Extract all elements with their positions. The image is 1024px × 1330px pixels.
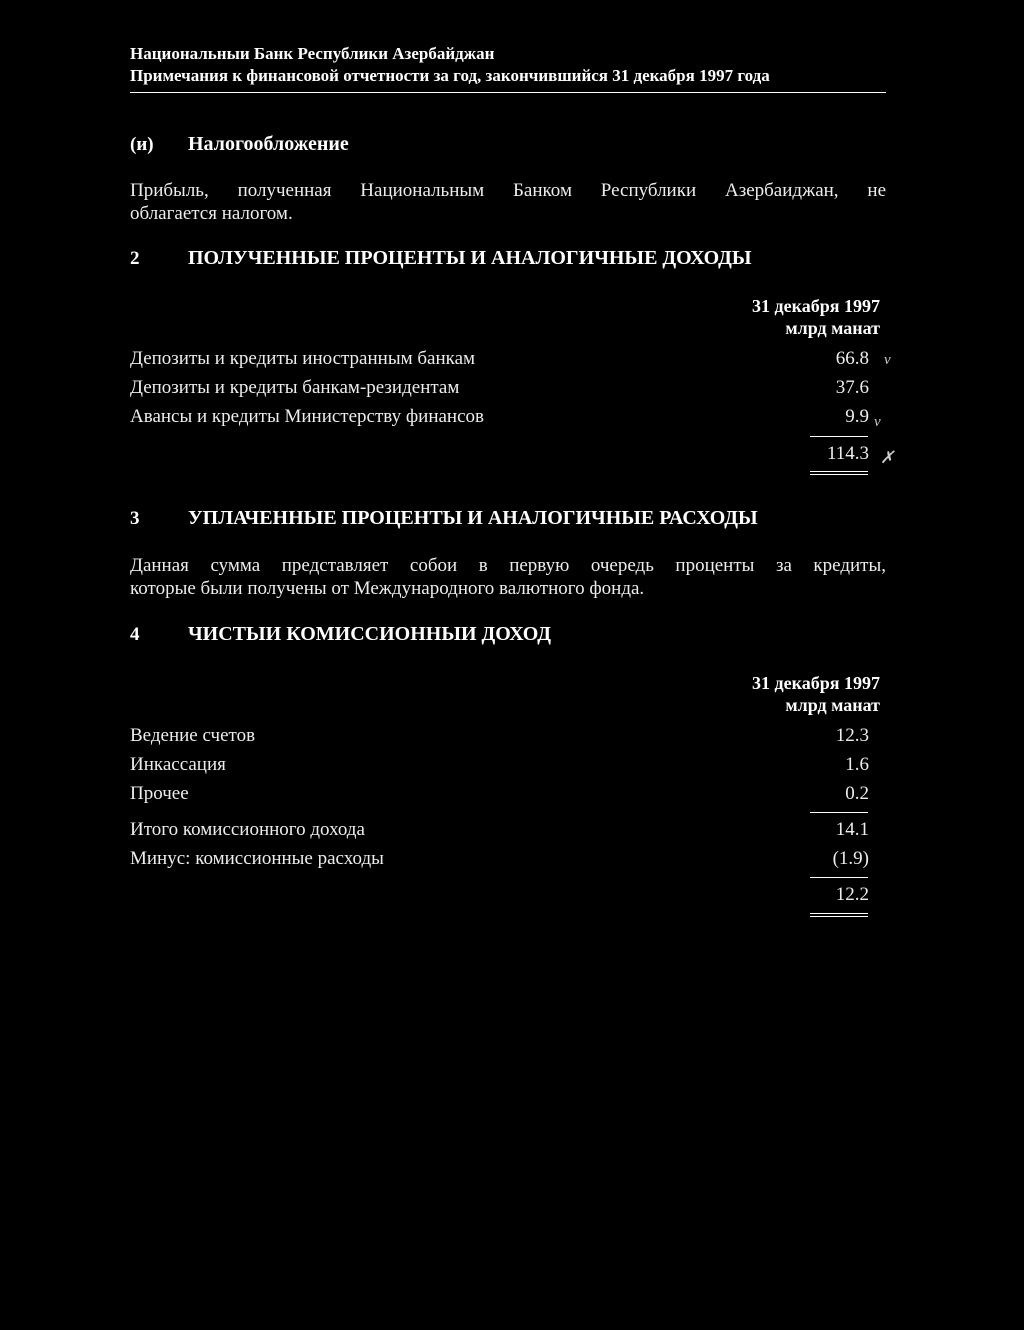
header-rule	[130, 92, 886, 93]
section2-total-value: 114.3	[826, 443, 869, 464]
section2-row-label: Авансы и кредиты Министерству финансов	[130, 406, 485, 427]
section3-title: УПЛАЧЕННЫЕ ПРОЦЕНТЫ И АНАЛОГИЧНЫЕ РАСХОДЫ	[188, 507, 758, 529]
total-double-rule	[810, 913, 868, 917]
section2-row-label: Депозиты и кредиты иностранным банкам	[130, 348, 476, 369]
section4-title: ЧИСТЫИ КОМИССИОННЫИ ДОХОД	[188, 623, 552, 645]
check-mark: v	[884, 352, 891, 368]
section2-number: 2	[130, 248, 140, 269]
section4-row-label: Ведение счетов	[130, 725, 256, 746]
section2-col-date: 31 декабря 1997	[752, 296, 880, 316]
section3-text-line1: Данная сумма представляет собои в первую очередь проценты за кредиты,	[130, 555, 886, 576]
section2-row-value: 37.6	[835, 377, 869, 398]
section4-row-label: Минус: комиссионные расходы	[130, 848, 384, 869]
section2-row-value: 9.9	[845, 406, 869, 427]
section4-row-value: 1.6	[845, 754, 869, 775]
section4-number: 4	[130, 624, 140, 645]
section4-total-value: 12.2	[835, 884, 869, 905]
section2-row-value: 66.8	[835, 348, 869, 369]
section4-row-value: 14.1	[835, 819, 869, 840]
check-mark: v	[874, 414, 881, 430]
section2-col-unit: млрд манат	[785, 318, 880, 338]
section4-row-label: Инкассация	[130, 754, 226, 775]
section4-row-value: (1.9)	[832, 848, 869, 869]
subtotal-rule	[810, 812, 868, 813]
taxation-label: (и)	[130, 134, 154, 155]
section3-text-line2: которые были получены от Международного валютного фонда.	[130, 578, 645, 599]
report-header-bank: Национальныи Банк Республики Азербайджан	[130, 44, 495, 63]
subtotal-rule	[810, 436, 868, 437]
section2-row-label: Депозиты и кредиты банкам-резидентам	[130, 377, 460, 398]
section4-row-label: Итого комиссионного дохода	[130, 819, 365, 840]
section4-row-value: 0.2	[845, 783, 869, 804]
section3-number: 3	[130, 508, 140, 529]
cross-mark: ✗	[880, 448, 895, 467]
section4-col-date: 31 декабря 1997	[752, 673, 880, 693]
taxation-text-line1: Прибыль, полученная Национальным Банком Республики Азербаиджан, не	[130, 180, 886, 201]
section4-col-unit: млрд манат	[785, 695, 880, 715]
section4-row-value: 12.3	[835, 725, 869, 746]
section4-row-label: Прочее	[130, 783, 189, 804]
section2-title: ПОЛУЧЕННЫЕ ПРОЦЕНТЫ И АНАЛОГИЧНЫЕ ДОХОДЫ	[188, 247, 752, 269]
taxation-text-line2: облагается налогом.	[130, 203, 293, 224]
report-header-subtitle: Примечания к финансовой отчетности за год, закончившийся 31 декабря 1997 года	[130, 66, 770, 85]
taxation-title: Налогообложение	[188, 133, 349, 155]
subtotal-rule	[810, 877, 868, 878]
total-double-rule	[810, 471, 868, 475]
